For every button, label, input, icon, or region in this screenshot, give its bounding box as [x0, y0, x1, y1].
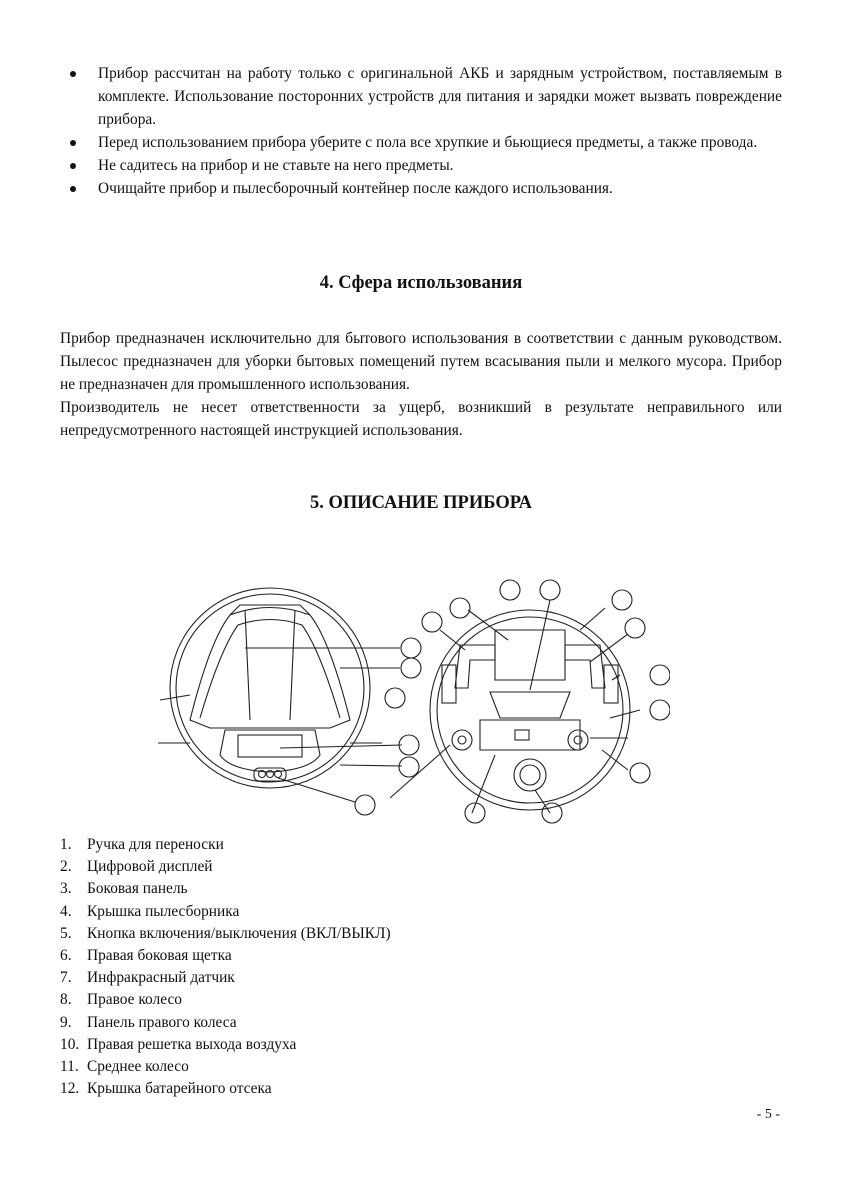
- part-label: Крышка пылесборника: [87, 902, 240, 920]
- robot-top-view: [158, 588, 421, 815]
- section-4-paragraph-1: Прибор предназначен исключительно для бытового использования в соответствии с данным руководством. Пылесос предназначен для уборки бытовых помещений путем всасывания пыли и мелкого мусора. Прибор не предназначен для промышленного использования.: [60, 330, 782, 393]
- safety-bullet: [60, 177, 782, 200]
- part-label: Правая боковая щетка: [87, 947, 232, 965]
- safety-bullet-text: Не садитесь на прибор и не ставьте на него предметы.: [98, 157, 454, 174]
- list-item: [60, 1012, 391, 1034]
- list-item: [60, 901, 391, 923]
- section-5-title: 5. ОПИСАНИЕ ПРИБОРА: [309, 493, 533, 513]
- bullet-dot-icon: [70, 186, 76, 192]
- section-4-title: 4. Сфера использования: [319, 273, 523, 293]
- list-item: [60, 967, 391, 989]
- safety-bullet-text: Перед использованием прибора уберите с пола все хрупкие и бьющиеся предметы, а также провода.: [98, 134, 758, 151]
- part-number: 11.: [60, 1058, 79, 1076]
- list-item: [60, 945, 391, 967]
- part-label: Цифровой дисплей: [87, 858, 213, 876]
- part-label: Среднее колесо: [87, 1058, 189, 1076]
- safety-bullet: [60, 154, 782, 177]
- list-item: [60, 878, 391, 900]
- bullet-dot-icon: [70, 140, 76, 146]
- safety-bullet: [60, 62, 782, 131]
- part-number: 8.: [60, 991, 72, 1009]
- part-label: Боковая панель: [87, 880, 188, 898]
- list-item: [60, 834, 391, 856]
- part-label: Кнопка включения/выключения (ВКЛ/ВЫКЛ): [87, 924, 391, 942]
- part-label: Ручка для переноски: [87, 836, 224, 853]
- part-number: 7.: [60, 969, 72, 987]
- part-number: 5.: [60, 924, 72, 942]
- part-number: 9.: [60, 1013, 72, 1031]
- part-label: Крышка батарейного отсека: [87, 1080, 272, 1098]
- safety-bullets: [60, 62, 782, 200]
- part-label: Правое колесо: [87, 991, 182, 1009]
- page-number: - 5 -: [756, 1107, 780, 1122]
- parts-list: [60, 834, 391, 1100]
- list-item: [60, 1034, 391, 1056]
- part-number: 4.: [60, 902, 72, 920]
- list-item: [60, 856, 391, 878]
- safety-bullet-text: Очищайте прибор и пылесборочный контейнер после каждого использования.: [98, 180, 613, 197]
- bullet-dot-icon: [70, 163, 76, 169]
- robot-bottom-view: [390, 580, 670, 823]
- device-diagram: [150, 570, 670, 830]
- part-label: Правая решетка выхода воздуха: [87, 1035, 297, 1053]
- part-number: 1.: [60, 836, 72, 853]
- part-number: 10.: [60, 1035, 80, 1053]
- part-label: Инфракрасный датчик: [87, 969, 235, 987]
- part-number: 12.: [60, 1080, 80, 1098]
- safety-bullet-text: Прибор рассчитан на работу только с оригинальной АКБ и зарядным устройством, поставляемым в комплекте. Использование посторонних устройств для питания и зарядки может вызвать повреждение прибора.: [98, 65, 782, 128]
- part-label: Панель правого колеса: [87, 1013, 237, 1031]
- list-item: [60, 989, 391, 1011]
- list-item: [60, 1078, 391, 1100]
- bullet-dot-icon: [70, 71, 76, 77]
- part-number: 2.: [60, 858, 72, 876]
- safety-bullet: [60, 131, 782, 154]
- section-4-paragraph-2: Производитель не несет ответственности за ущерб, возникший в результате неправильного или непредусмотренного настоящей инструкцией использования.: [60, 399, 782, 439]
- part-number: 3.: [60, 880, 72, 898]
- list-item: [60, 1056, 391, 1078]
- list-item: [60, 923, 391, 945]
- part-number: 6.: [60, 947, 72, 965]
